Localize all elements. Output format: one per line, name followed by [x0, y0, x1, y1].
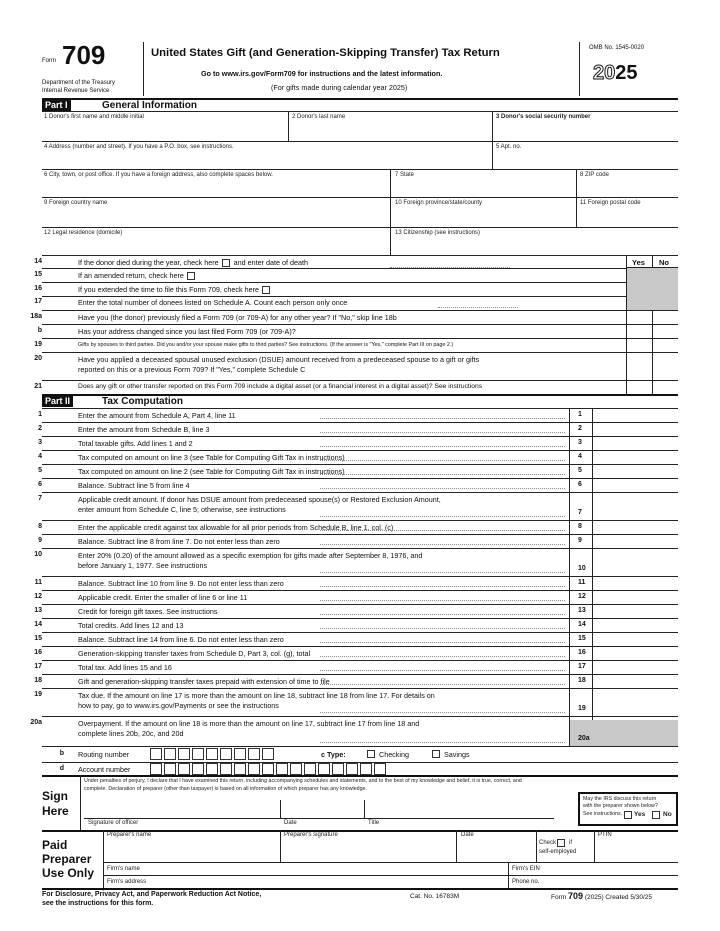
leader-dots — [320, 614, 565, 615]
field-6-label: 6 City, town, or post office. If you have a foreign address, also complete spaces below. — [44, 172, 273, 178]
preparer-title-1: Paid — [42, 838, 68, 852]
amount-field[interactable] — [593, 689, 678, 716]
row-divider — [42, 492, 678, 493]
line-num: 18a — [30, 313, 42, 320]
checking-checkbox[interactable] — [367, 750, 375, 758]
perjury-text: Under penalties of perjury, I declare that I have examined this return, including accompanying schedules and statements, and to the best of my knowledge and belief, it is true, correct, and — [84, 778, 522, 784]
row-divider — [42, 674, 678, 675]
field-7-label: 7 State — [395, 172, 415, 178]
firm-address-label: Firm's address — [107, 879, 147, 885]
account-digit-cell[interactable] — [234, 763, 246, 775]
leader-dots — [320, 670, 565, 671]
part2-line-text: Balance. Subtract line 14 from line 6. Do not enter less than zero — [78, 635, 284, 644]
part2-line-text: Generation-skipping transfer taxes from Schedule D, Part 3, col. (g), total — [78, 649, 311, 658]
leader-dots — [320, 516, 565, 517]
dept-label: Department of the Treasury — [42, 80, 116, 86]
leader-dots — [320, 432, 565, 433]
line-num: 7 — [38, 495, 42, 502]
account-digit-cell[interactable] — [192, 763, 204, 775]
part2-line-text: Total tax. Add lines 15 and 16 — [78, 663, 172, 672]
amount-box-number: 4 — [578, 453, 582, 460]
amount-field[interactable] — [593, 465, 678, 478]
part2-line-text-2: before January 1, 1977. See instructions — [78, 561, 208, 570]
amount-box-number: 12 — [578, 593, 586, 600]
amount-box-number: 13 — [578, 607, 586, 614]
row-divider — [42, 548, 678, 549]
field-12-label: 12 Legal residence (domicile) — [44, 230, 123, 236]
amount-field[interactable] — [593, 549, 678, 576]
irs-discuss-box: May the IRS discuss this return with the preparer shown below? See instructions. Yes No — [578, 792, 678, 826]
omb-number: OMB No. 1545-0020 — [589, 45, 645, 51]
line-num: 11 — [34, 579, 42, 586]
leader-dots — [320, 544, 565, 545]
line-17-text: Enter the total number of donees listed on Schedule A. Count each person only once — [78, 298, 348, 307]
routing-digit-cell[interactable] — [220, 748, 232, 760]
amount-box-number: 20a — [578, 735, 590, 742]
row-divider — [42, 604, 678, 605]
amount-field[interactable] — [593, 577, 678, 590]
amount-box-number: 8 — [578, 523, 582, 530]
part2-line-text: Balance. Subtract line 5 from line 4 — [78, 481, 190, 490]
catalog-number: Cat. No. 16783M — [410, 893, 460, 900]
amount-box-number: 11 — [578, 579, 586, 586]
line-19-text: Gifts by spouses to third parties. Did you and/or your spouse make gifts to third parties? See instructions. (If the answer is "Yes," complete Part III on page 2.) — [78, 342, 454, 348]
extension-checkbox[interactable] — [262, 286, 270, 294]
amount-box-number: 3 — [578, 439, 582, 446]
signature-field[interactable] — [84, 796, 280, 818]
savings-checkbox[interactable] — [432, 750, 440, 758]
line-num: 4 — [38, 453, 42, 460]
row-divider — [42, 746, 678, 747]
account-digit-cell[interactable] — [178, 763, 190, 775]
discuss-no-label: No — [663, 811, 672, 818]
account-digit-cell[interactable] — [304, 763, 316, 775]
row-divider — [42, 716, 678, 717]
line-num: 1 — [38, 411, 42, 418]
leader-dots — [320, 446, 565, 447]
field-5-label: 5 Apt. no. — [496, 144, 522, 150]
row-divider — [42, 590, 678, 591]
routing-digit-cell[interactable] — [234, 748, 246, 760]
ptin-label: PTIN — [598, 832, 612, 838]
part2-line-text-2: complete lines 20b, 20c, and 20d — [78, 729, 184, 738]
yes-header: Yes — [632, 258, 645, 267]
part2-line-text: Balance. Subtract line 8 from line 7. Do not enter less than zero — [78, 537, 280, 546]
amount-field[interactable] — [593, 437, 678, 450]
preparer-title-2: Preparer — [42, 852, 92, 866]
row-divider — [42, 520, 678, 521]
tax-year: 2025 — [593, 62, 638, 84]
account-digit-cell[interactable] — [276, 763, 288, 775]
line-num: 13 — [34, 607, 42, 614]
routing-digit-cell[interactable] — [248, 748, 260, 760]
routing-digit-cell[interactable] — [192, 748, 204, 760]
line-18a-text: Have you (the donor) previously filed a Form 709 (or 709-A) for any other year? If "No," skip line 18b — [78, 313, 397, 322]
amount-box-number: 10 — [578, 565, 586, 572]
account-digit-cell[interactable] — [318, 763, 330, 775]
account-digit-cell[interactable] — [290, 763, 302, 775]
title-label: Title — [368, 820, 380, 826]
account-digit-cell[interactable] — [332, 763, 344, 775]
routing-digit-cell[interactable] — [178, 748, 190, 760]
part2-line-text: Enter 20% (0.20) of the amount allowed as a specific exemption for gifts made after September 8, 1976, and — [78, 551, 423, 560]
leader-dots — [320, 418, 565, 419]
amount-field[interactable] — [593, 605, 678, 618]
line-num: 19 — [34, 691, 42, 698]
part2-line-text: Total credits. Add lines 12 and 13 — [78, 621, 184, 630]
account-digit-cell[interactable] — [248, 763, 260, 775]
leader-dots — [320, 628, 565, 629]
line-num: 17 — [34, 298, 42, 305]
footer-notice-2: see the instructions for this form. — [42, 900, 154, 907]
row-divider — [42, 478, 678, 479]
line-num: 16 — [34, 649, 42, 656]
leader-dots — [320, 712, 565, 713]
discuss-yes-label: Yes — [634, 811, 646, 818]
firm-ein-label: Firm's EIN — [512, 866, 540, 872]
irs-label: Internal Revenue Service — [42, 88, 110, 94]
amount-box-number: 6 — [578, 481, 582, 488]
perjury-text-2: complete. Declaration of preparer (other than taxpayer) is based on all information of which preparer has any knowledge. — [84, 786, 367, 792]
field-4-label: 4 Address (number and street). If you have a P.O. box, see instructions. — [44, 144, 234, 150]
leader-dots — [320, 474, 565, 475]
goto-text: Go to www.irs.gov/Form709 for instructions and the latest information. — [201, 69, 443, 78]
amount-box-number: 14 — [578, 621, 586, 628]
amount-field[interactable] — [593, 521, 678, 534]
leader-dots — [320, 530, 565, 531]
line-num: 14 — [34, 621, 42, 628]
line-num: 14 — [34, 258, 42, 265]
line-num: 20a — [30, 719, 42, 726]
line-20-text: Have you applied a deceased spousal unused exclusion (DSUE) amount received from a predeceased spouse to a gift or gifts — [78, 355, 480, 364]
no-header: No — [659, 258, 669, 267]
amount-box-number: 19 — [578, 705, 586, 712]
part2-line-text-2: enter amount from Schedule C, line 5; otherwise, see instructions — [78, 505, 286, 514]
amount-field[interactable] — [593, 647, 678, 660]
amount-field[interactable] — [593, 451, 678, 464]
preparer-date-label: Date — [461, 832, 474, 838]
amount-field[interactable] — [593, 591, 678, 604]
row-divider — [42, 436, 678, 437]
field-10-label: 10 Foreign province/state/county — [395, 200, 483, 206]
date-label: Date — [284, 820, 297, 826]
part2-line-text: Enter the amount from Schedule B, line 3 — [78, 425, 210, 434]
part2-line-text: Tax computed on amount on line 2 (see Table for Computing Gift Tax in instructions) — [78, 467, 345, 476]
leader-dots — [320, 488, 565, 489]
account-label: Account number — [78, 765, 131, 774]
line-18b-text: Has your address changed since you last filed Form 709 (or 709-A)? — [78, 327, 296, 336]
row-divider — [42, 618, 678, 619]
account-digit-cell[interactable] — [220, 763, 232, 775]
part2-line-text: Applicable credit. Enter the smaller of line 6 or line 11 — [78, 593, 248, 602]
part2-line-text: Overpayment. If the amount on line 18 is more than the amount on line 17, subtract line 17 from line 18 and — [78, 719, 420, 728]
signature-label: Signature of officer — [88, 820, 139, 826]
line-num: 5 — [38, 467, 42, 474]
account-digit-cell[interactable] — [164, 763, 176, 775]
check-label: Check — [539, 840, 557, 846]
account-digit-cell[interactable] — [150, 763, 162, 775]
line-num: 19 — [34, 341, 42, 348]
row-divider — [42, 450, 678, 451]
amount-box-number: 15 — [578, 635, 586, 642]
line-num: 20 — [34, 355, 42, 362]
part2-line-text: Enter the applicable credit against tax allowable for all prior periods from Schedule B, line 1, col. (c) — [78, 523, 394, 532]
row-divider — [42, 646, 678, 647]
part1-title: General Information — [102, 100, 198, 111]
leader-dots — [320, 586, 565, 587]
line-num: 12 — [34, 593, 42, 600]
line-num: b — [37, 327, 42, 334]
field-2-label: 2 Donor's last name — [292, 114, 346, 120]
form-number: 709 — [62, 40, 106, 70]
leader-dots — [320, 642, 565, 643]
line-num: 15 — [34, 635, 42, 642]
part2-line-text: Total taxable gifts. Add lines 1 and 2 — [78, 439, 193, 448]
amount-box-number: 16 — [578, 649, 586, 656]
amount-box-number: 2 — [578, 425, 582, 432]
leader-dots — [320, 684, 565, 685]
amount-box-number: 5 — [578, 467, 582, 474]
amount-box-number: 9 — [578, 537, 582, 544]
line-15-text: If an amended return, check here — [78, 271, 195, 280]
calendar-year-note: (For gifts made during calendar year 2025) — [271, 83, 408, 92]
line-num: 8 — [38, 523, 42, 530]
line-16-text: If you extended the time to file this Form 709, check here — [78, 285, 270, 294]
line-num: 15 — [34, 271, 42, 278]
line-num: 21 — [34, 383, 42, 390]
leader-dots — [320, 656, 565, 657]
field-3-label: 3 Donor's social security number — [496, 114, 591, 120]
field-13-label: 13 Citizenship (see instructions) — [395, 230, 481, 236]
routing-label: Routing number — [78, 750, 130, 759]
routing-digit-cell[interactable] — [262, 748, 274, 760]
shaded-yesno — [627, 268, 678, 310]
amended-checkbox[interactable] — [187, 272, 195, 280]
footer-form: Form 709 (2025) Created 5/30/25 — [551, 891, 653, 901]
preparer-name-label: Preparer's name — [107, 832, 152, 838]
amount-field[interactable] — [593, 619, 678, 632]
died-checkbox[interactable] — [222, 259, 230, 267]
sign-title-2: Here — [42, 804, 69, 818]
self-employed-checkbox[interactable] — [557, 839, 565, 847]
row-divider — [42, 632, 678, 633]
amount-box-number: 1 — [578, 411, 582, 418]
row-divider — [42, 464, 678, 465]
row-divider — [42, 534, 678, 535]
form-title: United States Gift (and Generation-Skipping Transfer) Tax Return — [151, 47, 500, 59]
firm-name-label: Firm's name — [107, 866, 140, 872]
amount-field[interactable] — [593, 479, 678, 492]
amount-field[interactable] — [593, 409, 678, 422]
checking-label: Checking — [379, 750, 409, 759]
row-divider — [42, 422, 678, 423]
line-num: 3 — [38, 439, 42, 446]
part2-line-text: Tax due. If the amount on line 17 is more than the amount on line 18, subtract line 18 from line 17. For details on — [78, 691, 435, 700]
line-num: 9 — [38, 537, 42, 544]
line-num: 16 — [34, 285, 42, 292]
part2-line-text: Enter the amount from Schedule A, Part 4, line 11 — [78, 411, 236, 420]
footer-notice-1: For Disclosure, Privacy Act, and Paperwork Reduction Act Notice, — [42, 891, 262, 898]
amount-field[interactable] — [593, 675, 678, 688]
field-1-label: 1 Donor's first name and middle initial — [44, 114, 144, 120]
line-num: 2 — [38, 425, 42, 432]
line-num: 17 — [34, 663, 42, 670]
row-divider — [42, 660, 678, 661]
amount-field[interactable] — [593, 423, 678, 436]
line-21-text: Does any gift or other transfer reported on this Form 709 include a digital asset (or a financial interest in a digital asset)? See instructions — [78, 383, 483, 390]
preparer-title-3: Use Only — [42, 866, 95, 880]
line-num: 10 — [34, 551, 42, 558]
line-num: 6 — [38, 481, 42, 488]
line-num: b — [59, 750, 64, 757]
sign-title-1: Sign — [42, 789, 68, 803]
leader-dots — [320, 460, 565, 461]
preparer-signature-label: Preparer's signature — [284, 832, 338, 838]
part2-line-text-2: how to pay, go to www.irs.gov/Payments or see the instructions — [78, 701, 279, 710]
amount-field[interactable] — [593, 493, 678, 520]
amount-field[interactable] — [593, 535, 678, 548]
account-digit-cell[interactable] — [360, 763, 372, 775]
type-label: c Type: — [321, 750, 346, 759]
row-divider — [42, 576, 678, 577]
part2-line-text: Credit for foreign gift taxes. See instructions — [78, 607, 218, 616]
savings-label: Savings — [444, 750, 470, 759]
account-digit-cell[interactable] — [262, 763, 274, 775]
line-20-text-2: reported on this or a previous Form 709? If "Yes," complete Schedule C — [78, 365, 306, 374]
routing-digit-cell[interactable] — [164, 748, 176, 760]
amount-box-number: 17 — [578, 663, 586, 670]
line-14-text: If the donor died during the year, check here and enter date of death — [78, 258, 308, 267]
field-8-label: 8 ZIP code — [580, 172, 609, 178]
amount-field — [593, 717, 678, 746]
leader-dots — [320, 742, 565, 743]
discuss-no-checkbox[interactable] — [652, 811, 660, 819]
leader-dots — [320, 600, 565, 601]
part2-line-text: Tax computed on amount on line 3 (see Table for Computing Gift Tax in instructions) — [78, 453, 345, 462]
discuss-yes-checkbox[interactable] — [624, 811, 632, 819]
account-digit-cell[interactable] — [374, 763, 386, 775]
leader-dots — [320, 572, 565, 573]
part2-line-text: Applicable credit amount. If donor has DSUE amount from predeceased spouse(s) or Restored Exclusion Amount, — [78, 495, 441, 504]
if-label: if — [569, 840, 572, 846]
part1-tag: Part I — [42, 100, 71, 111]
routing-digit-cell[interactable] — [150, 748, 162, 760]
amount-field[interactable] — [593, 633, 678, 646]
field-11-label: 11 Foreign postal code — [580, 200, 641, 206]
part2-line-text: Gift and generation-skipping transfer taxes prepaid with extension of time to file — [78, 677, 330, 686]
account-digit-cell[interactable] — [206, 763, 218, 775]
part2-line-text: Balance. Subtract line 10 from line 9. Do not enter less than zero — [78, 579, 284, 588]
row-divider — [42, 688, 678, 689]
self-employed-label: self-employed — [539, 849, 577, 855]
routing-digit-cell[interactable] — [206, 748, 218, 760]
form-word: Form — [42, 58, 56, 64]
account-digit-cell[interactable] — [346, 763, 358, 775]
field-9-label: 9 Foreign country name — [44, 200, 108, 206]
amount-field[interactable] — [593, 661, 678, 674]
part2-title: Tax Computation — [102, 396, 183, 407]
line-num: 18 — [34, 677, 42, 684]
line-num: d — [59, 765, 64, 772]
part2-tag: Part II — [42, 396, 73, 407]
phone-label: Phone no. — [512, 879, 540, 885]
amount-box-number: 18 — [578, 677, 586, 684]
amount-box-number: 7 — [578, 509, 582, 516]
